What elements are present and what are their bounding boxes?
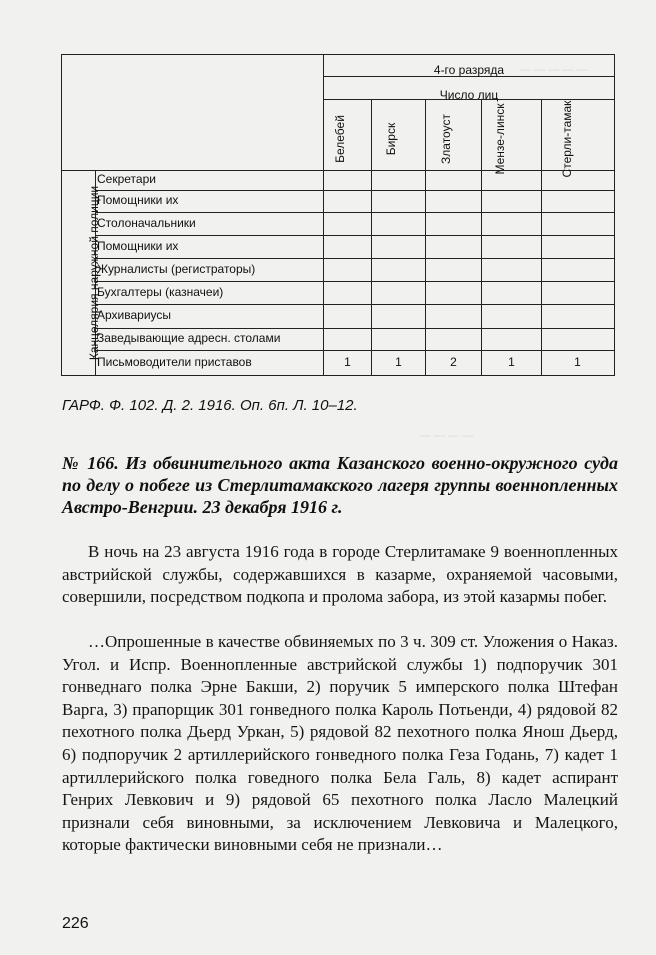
document-heading: № 166. Из обвинительного акта Казанского военно-окружного суда по делу о побеге из Стерлитамакского лагеря группы военнопленных Австро-Венгрии. 23 декабря 1916 г. (62, 453, 618, 517)
row-label: Столоначальники (97, 216, 196, 230)
row-label: Секретари (97, 172, 156, 186)
column-header: Мензе-линск (493, 103, 507, 175)
row-label: Письмоводители приставов (97, 355, 252, 369)
table-cell: 1 (344, 355, 351, 369)
paragraph: …Опрошенные в качестве обвиняемых по 3 ч. 309 ст. Уложения о Наказ. Угол. и Испр. Военнопленные австрийской службы 1) подпоручик 301 гонведнаго полка Эрне Бакши, 2) поручик 5 имперского полка Штефан Варга, 3) прапорщик 301 гонведного полка Кароль Потьенди, 4) рядовой 82 пехотного полка Дьерд Уркан, 5) рядовой 82 пехотного полка Янош Дьерд, 6) подпоручик 2 артиллерийского гонведного полка Геза Годань, 7) кадет 1 артиллерийского полка говедного полка Бела Галь, 8) кадет аспирант Генрих Левкович и 9) рядовой 65 пехотного полка Ласло Малецкий признали себя виновными, за исключением Левковича и Малецкого, которые фактически виновными себя не признали… (62, 632, 618, 855)
section-label: Канцелярия наружной полиции (87, 185, 101, 361)
bleed-through: — — — — — (520, 64, 588, 76)
table-cell: 2 (450, 355, 457, 369)
paragraph: В ночь на 23 августа 1916 года в городе Стерлитамаке 9 военнопленных австрийской службы, содержавшихся в казарме, охраняемой часовыми, совершили, посредством подкопа и пролома забора, из этой казармы побег. (62, 542, 618, 607)
row-label: Архивариусы (97, 308, 172, 322)
bleed-through: — — — — (420, 430, 474, 442)
sub-header: Число лиц (439, 88, 499, 102)
staff-table (61, 54, 615, 376)
row-label: Заведывающие адресн. столами (97, 331, 281, 345)
table-cell: 1 (395, 355, 402, 369)
row-label: Бухгалтеры (казначеи) (97, 285, 224, 299)
row-label: Журналисты (регистраторы) (97, 262, 256, 276)
group-header: 4-го разряда (433, 63, 505, 77)
archive-source: ГАРФ. Ф. 102. Д. 2. 1916. Оп. 6п. Л. 10–12. (62, 397, 358, 414)
table-cell: 1 (508, 355, 515, 369)
row-label: Помощники их (97, 193, 179, 207)
column-header: Златоуст (439, 114, 453, 164)
column-header: Стерли-тамак (560, 100, 574, 178)
column-header: Белебей (333, 115, 347, 163)
row-label: Помощники их (97, 239, 179, 253)
column-header: Бирск (384, 122, 398, 156)
table-cell: 1 (574, 355, 581, 369)
page-number: 226 (62, 915, 89, 932)
